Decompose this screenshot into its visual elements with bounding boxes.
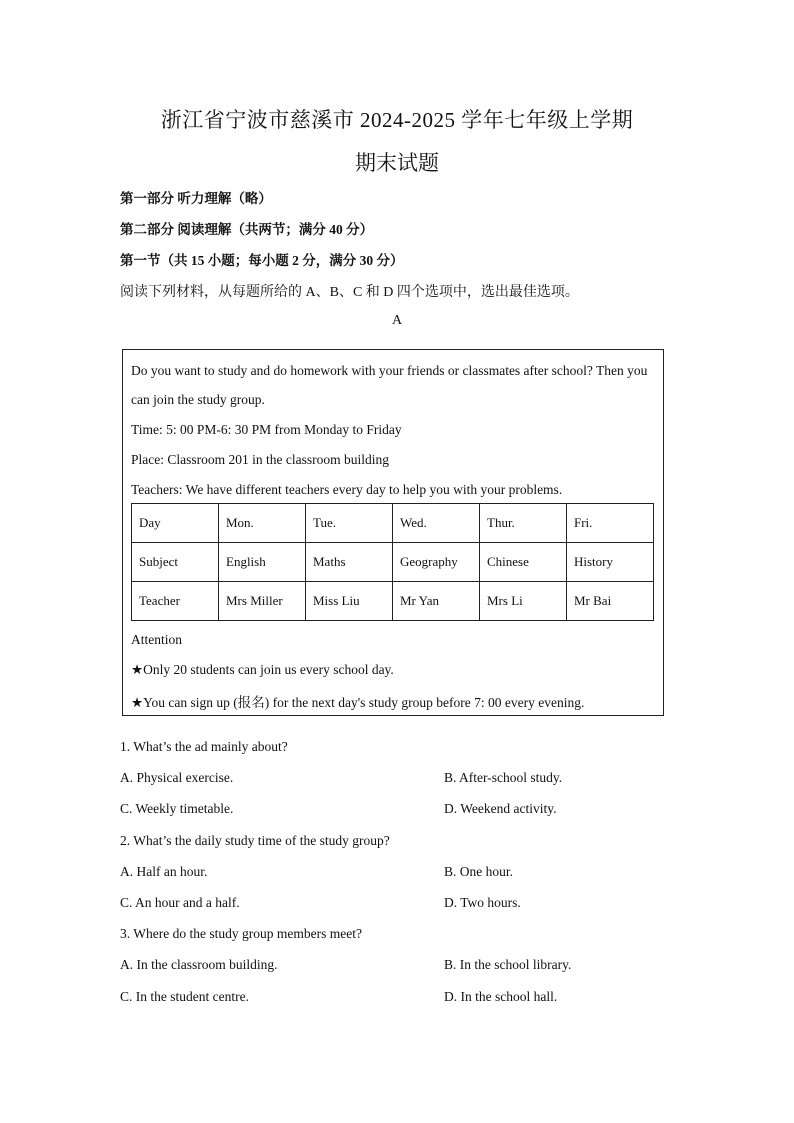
table-row (132, 582, 654, 621)
question-1-option-c: C. Weekly timetable. (120, 801, 234, 816)
ad-teachers: Teachers: We have different teachers every day to help you with your problems. (131, 482, 563, 497)
table-cell: English (219, 543, 306, 582)
table-cell: Teacher (132, 582, 219, 621)
question-2-option-c: C. An hour and a half. (120, 895, 240, 910)
question-3-option-c: C. In the student centre. (120, 989, 249, 1004)
table-cell: Mrs Miller (219, 582, 306, 621)
question-2-option-b: B. One hour. (444, 864, 513, 879)
part1-heading: 第一部分 听力理解（略） (120, 191, 272, 206)
table-cell: Wed. (393, 504, 480, 543)
question-1-option-d: D. Weekend activity. (444, 801, 557, 816)
question-1-option-b: B. After-school study. (444, 770, 563, 785)
passage-label: A (391, 313, 403, 328)
ad-time: Time: 5: 00 PM-6: 30 PM from Monday to Friday (131, 422, 402, 437)
question-3: 3. Where do the study group members meet? (120, 926, 362, 941)
table-cell: Mr Bai (567, 582, 654, 621)
question-2-option-a: A. Half an hour. (120, 864, 208, 879)
ad-intro-line2: can join the study group. (131, 392, 265, 407)
table-cell: Fri. (567, 504, 654, 543)
table-cell: Mr Yan (393, 582, 480, 621)
document-subtitle: 期末试题 (355, 151, 439, 175)
ad-place: Place: Classroom 201 in the classroom building (131, 452, 389, 467)
table-cell: Chinese (480, 543, 567, 582)
question-1-option-a: A. Physical exercise. (120, 770, 234, 785)
table-cell: History (567, 543, 654, 582)
table-cell: Maths (306, 543, 393, 582)
ad-intro-line1: Do you want to study and do homework with your friends or classmates after school? Then you (131, 363, 648, 378)
question-2-option-d: D. Two hours. (444, 895, 521, 910)
table-row (132, 543, 654, 582)
table-cell: Subject (132, 543, 219, 582)
attention-heading: Attention (131, 632, 182, 647)
instruction-text: 阅读下列材料，从每题所给的 A、B、C 和 D 四个选项中，选出最佳选项。 (120, 285, 579, 300)
question-2: 2. What’s the daily study time of the study group? (120, 833, 390, 848)
question-3-option-a: A. In the classroom building. (120, 957, 278, 972)
question-1: 1. What’s the ad mainly about? (120, 739, 288, 754)
attention-note-2: ★You can sign up (报名) for the next day's study group before 7: 00 every evening. (131, 695, 585, 710)
table-cell: Mon. (219, 504, 306, 543)
question-3-option-d: D. In the school hall. (444, 989, 558, 1004)
table-row (132, 504, 654, 543)
document-title: 浙江省宁波市慈溪市 2024-2025 学年七年级上学期 (160, 108, 634, 132)
table-cell: Day (132, 504, 219, 543)
section1-heading: 第一节（共 15 小题；每小题 2 分，满分 30 分） (120, 253, 404, 268)
table-cell: Thur. (480, 504, 567, 543)
table-cell: Mrs Li (480, 582, 567, 621)
part2-heading: 第二部分 阅读理解（共两节；满分 40 分） (120, 222, 374, 237)
table-cell: Tue. (306, 504, 393, 543)
table-cell: Geography (393, 543, 480, 582)
schedule-table (131, 503, 654, 621)
attention-note-1: ★Only 20 students can join us every school day. (131, 662, 394, 677)
question-3-option-b: B. In the school library. (444, 957, 572, 972)
table-cell: Miss Liu (306, 582, 393, 621)
